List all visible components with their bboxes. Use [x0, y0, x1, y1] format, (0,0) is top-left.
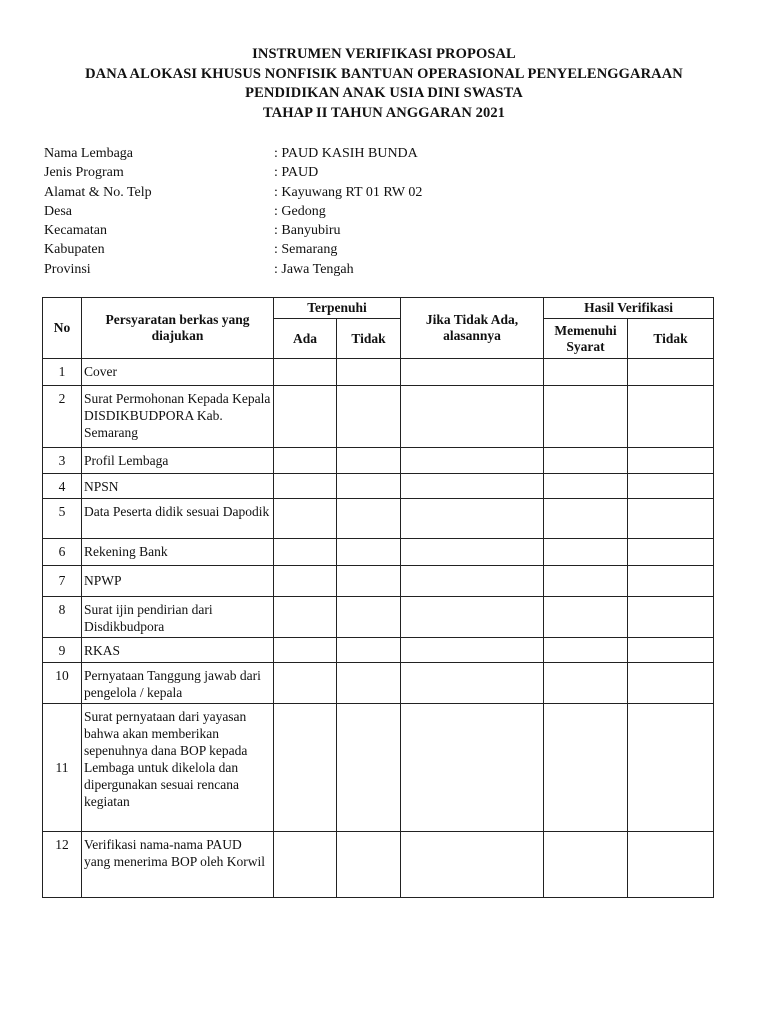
requirement-text: NPSN	[82, 474, 274, 499]
table-row	[43, 638, 714, 663]
cell-meets	[544, 474, 628, 499]
cell-ada	[274, 499, 337, 539]
requirement-text: Cover	[82, 359, 274, 386]
info-value: : Banyubiru	[274, 223, 341, 239]
cell-result-tidak	[628, 499, 714, 539]
cell-tidak	[337, 566, 401, 597]
row-number: 3	[43, 448, 82, 474]
cell-ada	[274, 448, 337, 474]
cell-reason	[401, 597, 544, 638]
row-number: 2	[43, 386, 82, 448]
document-title	[0, 45, 768, 123]
info-value: : Gedong	[274, 203, 326, 219]
info-label: Desa	[44, 203, 72, 219]
row-number: 6	[43, 539, 82, 566]
cell-meets	[544, 539, 628, 566]
cell-result-tidak	[628, 704, 714, 832]
header-requirement: Persyaratan berkas yang diajukan	[82, 298, 274, 359]
requirement-text: Rekening Bank	[82, 539, 274, 566]
cell-result-tidak	[628, 448, 714, 474]
header-no: No	[43, 298, 82, 359]
info-label: Alamat & No. Telp	[44, 184, 152, 200]
cell-result-tidak	[628, 474, 714, 499]
cell-reason	[401, 638, 544, 663]
cell-reason	[401, 474, 544, 499]
row-number: 7	[43, 566, 82, 597]
table-row	[43, 448, 714, 474]
table-row	[43, 539, 714, 566]
cell-ada	[274, 704, 337, 832]
row-number: 11	[43, 704, 82, 832]
cell-tidak	[337, 539, 401, 566]
info-value: : PAUD	[274, 165, 319, 181]
cell-ada	[274, 474, 337, 499]
cell-meets	[544, 597, 628, 638]
cell-meets	[544, 359, 628, 386]
requirement-text: Profil Lembaga	[82, 448, 274, 474]
cell-result-tidak	[628, 539, 714, 566]
cell-ada	[274, 597, 337, 638]
cell-tidak	[337, 597, 401, 638]
cell-tidak	[337, 663, 401, 704]
cell-tidak	[337, 359, 401, 386]
cell-meets	[544, 499, 628, 539]
cell-tidak	[337, 832, 401, 898]
cell-meets	[544, 704, 628, 832]
header-meets: Memenuhi Syarat	[544, 319, 628, 359]
cell-result-tidak	[628, 638, 714, 663]
row-number: 5	[43, 499, 82, 539]
header-result-tidak: Tidak	[628, 319, 714, 359]
cell-ada	[274, 539, 337, 566]
cell-meets	[544, 638, 628, 663]
cell-result-tidak	[628, 597, 714, 638]
table-row	[43, 832, 714, 898]
info-label: Kecamatan	[44, 223, 107, 239]
info-value: : Jawa Tengah	[274, 261, 354, 277]
cell-reason	[401, 359, 544, 386]
cell-result-tidak	[628, 832, 714, 898]
info-label: Kabupaten	[44, 242, 105, 258]
row-number: 9	[43, 638, 82, 663]
header-tidak: Tidak	[337, 319, 401, 359]
header-result: Hasil Verifikasi	[544, 298, 714, 319]
cell-result-tidak	[628, 386, 714, 448]
row-number: 12	[43, 832, 82, 898]
cell-result-tidak	[628, 566, 714, 597]
requirement-text: Pernyataan Tanggung jawab dari pengelola / kepala	[82, 663, 274, 704]
cell-result-tidak	[628, 359, 714, 386]
cell-reason	[401, 539, 544, 566]
cell-ada	[274, 359, 337, 386]
cell-tidak	[337, 448, 401, 474]
cell-ada	[274, 832, 337, 898]
row-number: 8	[43, 597, 82, 638]
cell-ada	[274, 663, 337, 704]
cell-tidak	[337, 638, 401, 663]
cell-meets	[544, 663, 628, 704]
cell-ada	[274, 638, 337, 663]
cell-reason	[401, 663, 544, 704]
title-line-4: TAHAP II TAHUN ANGGARAN 2021	[262, 104, 506, 121]
header-fulfilled: Terpenuhi	[274, 298, 401, 319]
info-label: Nama Lembaga	[44, 146, 134, 161]
table-row	[43, 474, 714, 499]
table-row	[43, 386, 714, 448]
requirement-text: NPWP	[82, 566, 274, 597]
info-label: Jenis Program	[44, 165, 124, 181]
header-ada: Ada	[274, 319, 337, 359]
cell-reason	[401, 832, 544, 898]
table-row	[43, 499, 714, 539]
cell-meets	[544, 386, 628, 448]
cell-tidak	[337, 499, 401, 539]
row-number: 1	[43, 359, 82, 386]
requirement-text: Surat pernyataan dari yayasan bahwa akan memberikan sepenuhnya dana BOP kepada Lembaga untuk dikelola dan dipergunakan sesuai rencana kegiatan	[82, 704, 274, 832]
table-row	[43, 663, 714, 704]
cell-tidak	[337, 474, 401, 499]
title-line-1: INSTRUMEN VERIFIKASI PROPOSAL	[252, 46, 516, 62]
row-number: 4	[43, 474, 82, 499]
cell-meets	[544, 832, 628, 898]
table-row	[43, 597, 714, 638]
cell-reason	[401, 566, 544, 597]
requirement-text: Surat ijin pendirian dari Disdikbudpora	[82, 597, 274, 638]
cell-meets	[544, 448, 628, 474]
cell-ada	[274, 566, 337, 597]
table-row	[43, 704, 714, 832]
requirement-text: RKAS	[82, 638, 274, 663]
cell-tidak	[337, 386, 401, 448]
cell-tidak	[337, 704, 401, 832]
info-value: : Kayuwang RT 01 RW 02	[274, 184, 423, 200]
info-value: : PAUD KASIH BUNDA	[274, 146, 418, 161]
requirement-text: Data Peserta didik sesuai Dapodik	[82, 499, 274, 539]
cell-meets	[544, 566, 628, 597]
cell-reason	[401, 704, 544, 832]
header-reason: Jika Tidak Ada, alasannya	[401, 298, 544, 359]
info-value: : Semarang	[274, 242, 338, 258]
info-label: Provinsi	[44, 261, 91, 277]
title-line-3: PENDIDIKAN ANAK USIA DINI SWASTA	[245, 85, 523, 101]
cell-reason	[401, 499, 544, 539]
requirement-text: Verifikasi nama-nama PAUD yang menerima BOP oleh Korwil	[82, 832, 274, 898]
cell-reason	[401, 386, 544, 448]
verification-table	[42, 297, 714, 898]
table-row	[43, 566, 714, 597]
cell-ada	[274, 386, 337, 448]
title-line-2: DANA ALOKASI KHUSUS NONFISIK BANTUAN OPERASIONAL PENYELENGGARAAN	[85, 65, 683, 82]
requirement-text: Surat Permohonan Kepada Kepala DISDIKBUDPORA Kab. Semarang	[82, 386, 274, 448]
table-row	[43, 359, 714, 386]
cell-result-tidak	[628, 663, 714, 704]
row-number: 10	[43, 663, 82, 704]
cell-reason	[401, 448, 544, 474]
